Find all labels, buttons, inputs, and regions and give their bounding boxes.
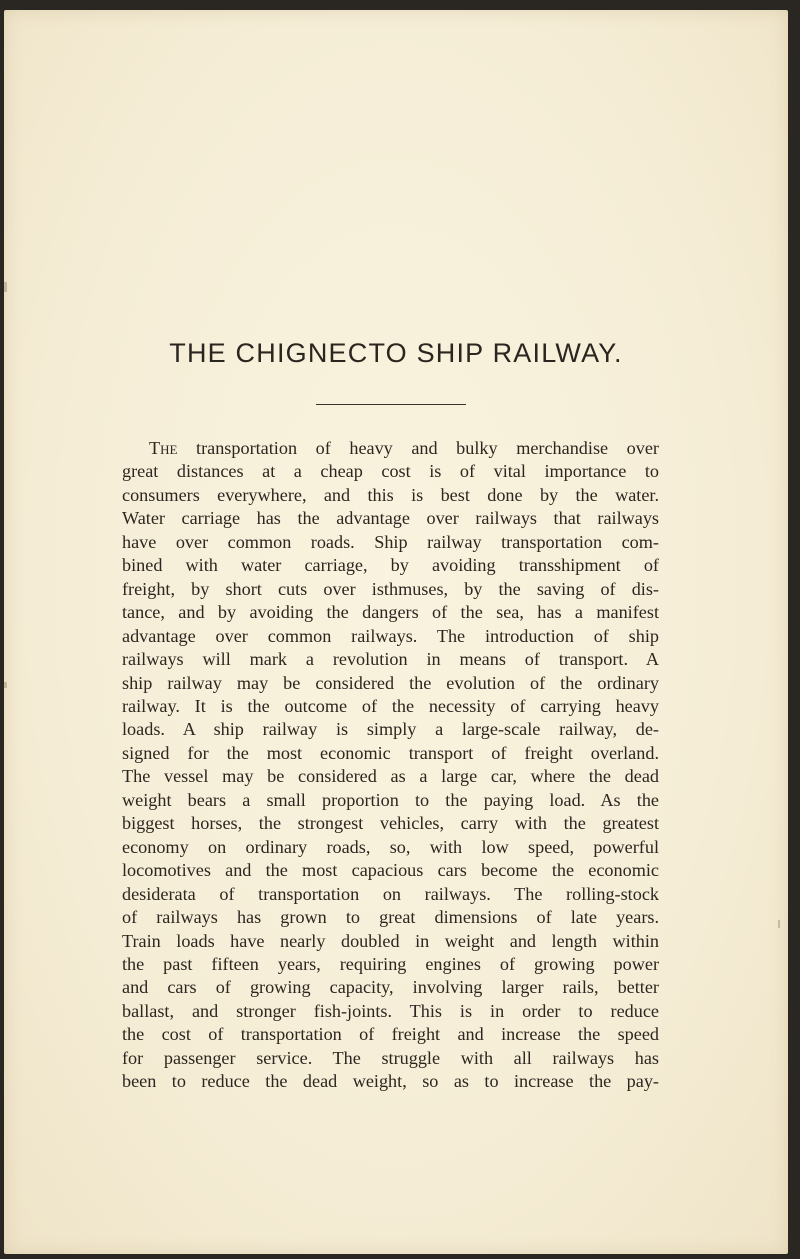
text-line: The vessel may be considered as a large car, where the dead [122, 766, 659, 787]
page-edge-mark [4, 682, 7, 688]
text-line: desiderata of transportation on railways. The rolling-stock [122, 883, 659, 904]
page-edge-mark [778, 920, 780, 928]
text-line: ballast, and stronger fish-joints. This is in order to reduce [122, 1000, 659, 1021]
text-line: freight, by short cuts over isthmuses, by the saving of dis- [122, 578, 659, 599]
text-line: the past fifteen years, requiring engines of growing power [122, 953, 659, 974]
text-line: have over common roads. Ship railway transportation com- [122, 531, 659, 552]
text-line: Train loads have nearly doubled in weight and length within [122, 930, 659, 951]
text-line-1-rest: transportation of heavy and bulky merchandise over [177, 438, 659, 458]
title-divider-rule [316, 404, 466, 405]
text-line: railways will mark a revolution in means of transport. A [122, 649, 659, 670]
text-line: for passenger service. The struggle with all railways has [122, 1047, 659, 1068]
text-line: Water carriage has the advantage over railways that railways [122, 508, 659, 529]
text-line: consumers everywhere, and this is best done by the water. [122, 484, 659, 505]
text-line: advantage over common railways. The introduction of ship [122, 625, 659, 646]
text-line: locomotives and the most capacious cars become the economic [122, 860, 659, 881]
page-edge-mark [4, 282, 7, 292]
text-line: signed for the most economic transport of freight overland. [122, 742, 659, 763]
page-title: THE CHIGNECTO SHIP RAILWAY. [169, 338, 623, 368]
body-paragraph [122, 437, 659, 1094]
text-line: the cost of transportation of freight and increase the speed [122, 1024, 659, 1045]
text-line: economy on ordinary roads, so, with low speed, powerful [122, 836, 659, 857]
text-line: bined with water carriage, by avoiding transshipment of [122, 555, 659, 576]
text-line: been to reduce the dead weight, so as to increase the pay- [122, 1071, 659, 1092]
text-line-1 [122, 437, 659, 460]
text-line: weight bears a small proportion to the paying load. As the [122, 789, 659, 810]
text-line: loads. A ship railway is simply a large-scale railway, de- [122, 719, 659, 740]
text-line: tance, and by avoiding the dangers of the sea, has a manifest [122, 602, 659, 623]
text-line: railway. It is the outcome of the necessity of carrying heavy [122, 695, 659, 716]
book-page [4, 10, 788, 1254]
text-line: ship railway may be considered the evolution of the ordinary [122, 672, 659, 693]
text-line: of railways has grown to great dimensions of late years. [122, 907, 659, 928]
lead-word: The [149, 438, 178, 458]
text-line: biggest horses, the strongest vehicles, carry with the greatest [122, 813, 659, 834]
text-line: great distances at a cheap cost is of vital importance to [122, 461, 659, 482]
text-line: and cars of growing capacity, involving larger rails, better [122, 977, 659, 998]
